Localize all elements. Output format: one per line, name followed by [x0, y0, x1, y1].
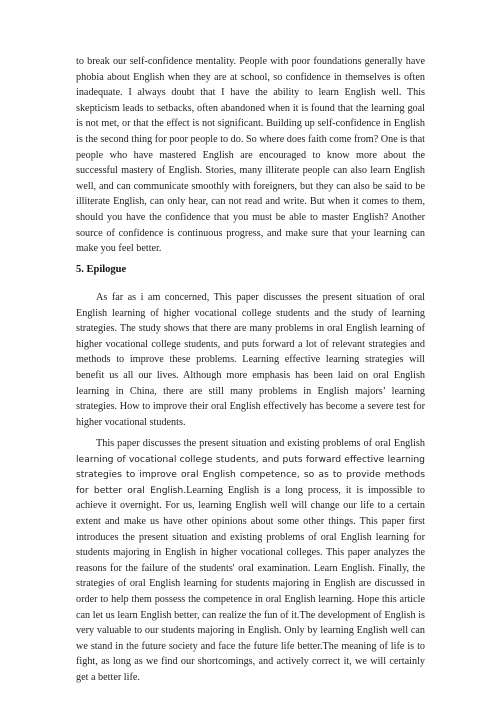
- body-paragraph-epilogue-2: [76, 436, 425, 686]
- paragraph-segment-end: Learning English is a long process, it is impossible to achieve it overnight. For us, learning English well will change our life to a certain extent and make us have other opinions about some other things. This paper first introduces the present situation and existing problems of oral English learning for students majoring in English in higher vocational colleges. This paper analyzes the reasons for the failure of the students' oral examination. Learn English. Finally, the strategies of oral English learning for students majoring in English are discussed in order to help them possess the competence in oral English learning. Hope this article can let us learn English better, can realize the fun of it.The development of English is very valuable to our students majoring in English. Only by learning English well can we stand in the future society and face the future life better.The meaning of life is to fight, as long as we find our shortcomings, and actively correct it, we will certainly get a better life.: [76, 484, 425, 683]
- section-heading-epilogue: 5. Epilogue: [76, 264, 127, 275]
- body-paragraph-epilogue-1: As far as i am concerned, This paper discusses the present situation of oral English learning of higher vocational college students and the study of learning strategies. The study shows that there are many problems in oral English learning of higher vocational college students, and puts forward a lot of relevant strategies and methods to improve these problems. Learning effective learning strategies will benefit us all our lives. Although more emphasis has been laid on oral English learning in China, there are still many problems in English majors’ learning strategies. How to improve their oral English effectively has become a severe test for higher vocational students.: [76, 292, 425, 428]
- paragraph-segment-sans: learning of vocational college students, and puts forward effective learning strategies to improve oral English competence, so as to provide methods for better oral English.: [76, 453, 425, 496]
- paragraph-segment-start: This paper discusses the present situation and existing problems of oral English: [96, 438, 425, 449]
- body-paragraph-self-confidence: to break our self-confidence mentality. People with poor foundations generally have phobia about English when they are at school, so confidence in themselves is often inadequate. I always doubt that I have the ability to learn English well. This skepticism leads to setbacks, often abandoned when it is found that the learning goal is not met, or that the effect is not significant. Building up self-confidence in English is the second thing for poor people to do. So where does faith come from? One is that people who have mastered English are encouraged to know more about the successful mastery of English. Stories, many illiterate people can also learn English well, and can communicate smoothly with foreigners, but they can also be said to be illiterate English, can only hear, can not read and write. But when it comes to them, should you have the confidence that you must be able to master English? Another source of confidence is continuous progress, and make sure that your learning can make you feel better.: [76, 56, 425, 255]
